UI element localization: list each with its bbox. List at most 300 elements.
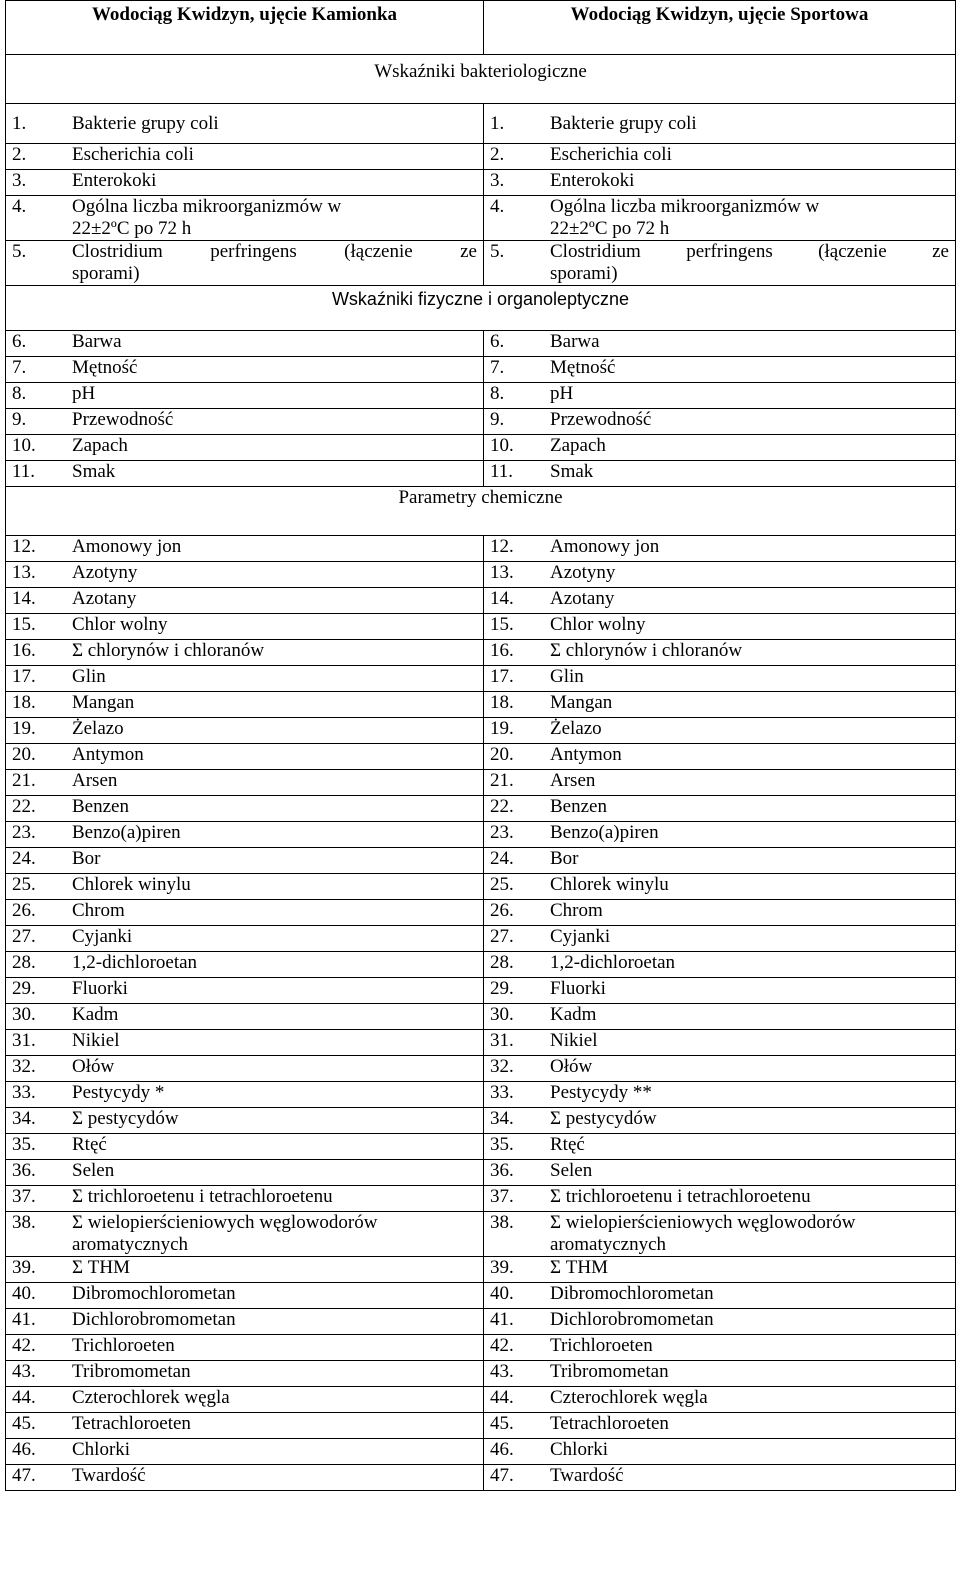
parameter-name: Czterochlorek węgla (72, 1387, 230, 1408)
table-row (6, 241, 956, 286)
parameter-number: 39. (490, 1257, 514, 1278)
parameter-name: Benzo(a)piren (72, 822, 181, 843)
parameter-name: Bakterie grupy coli (72, 112, 219, 134)
kamionka-cell (6, 666, 484, 692)
parameter-number: 24. (12, 848, 36, 869)
parameter-number: 22. (12, 796, 36, 817)
parameter-name: Tetrachloroeten (550, 1413, 669, 1434)
parameter-item (12, 718, 477, 740)
parameter-number: 33. (12, 1082, 36, 1103)
parameter-number: 5. (490, 241, 505, 262)
parameter-number: 6. (12, 331, 27, 352)
sportowa-cell (484, 562, 956, 588)
parameter-number: 35. (12, 1134, 36, 1155)
parameter-item (490, 1465, 949, 1487)
parameter-number: 7. (490, 357, 505, 378)
kamionka-cell (6, 1335, 484, 1361)
parameter-name-continuation: sporami) (72, 263, 140, 284)
parameter-item (490, 1186, 949, 1208)
parameter-number: 25. (12, 874, 36, 895)
parameter-number: 14. (490, 588, 514, 609)
parameter-name: Glin (550, 666, 584, 687)
parameter-name: Arsen (72, 770, 118, 791)
table-row (6, 614, 956, 640)
parameter-item (490, 461, 949, 483)
parameter-item (12, 1186, 477, 1208)
parameter-item (12, 770, 477, 792)
parameter-number: 2. (490, 144, 505, 165)
sportowa-cell (484, 640, 956, 666)
parameter-item (12, 461, 477, 483)
sportowa-cell (484, 1004, 956, 1030)
parameter-number: 36. (490, 1160, 514, 1181)
parameter-name: Pestycydy ** (550, 1082, 652, 1103)
parameter-item (12, 1082, 477, 1104)
table-row (6, 848, 956, 874)
table-row (6, 196, 956, 241)
table-row (6, 1134, 956, 1160)
parameter-number: 17. (490, 666, 514, 687)
table-row (6, 331, 956, 357)
table-row (6, 1335, 956, 1361)
parameter-name: Twardość (72, 1465, 146, 1486)
table-row (6, 562, 956, 588)
parameter-number: 12. (12, 536, 36, 557)
kamionka-cell (6, 383, 484, 409)
kamionka-cell (6, 926, 484, 952)
kamionka-cell (6, 770, 484, 796)
sportowa-cell (484, 1056, 956, 1082)
parameter-item (490, 1082, 949, 1104)
parameter-item (490, 409, 949, 431)
table-row (6, 357, 956, 383)
parameter-name: Bor (72, 848, 101, 869)
sportowa-cell (484, 241, 956, 286)
parameter-number: 25. (490, 874, 514, 895)
parameter-item (12, 1413, 477, 1435)
parameter-item (12, 978, 477, 1000)
parameter-item (490, 692, 949, 714)
parameter-number: 11. (12, 461, 36, 482)
table-row (6, 383, 956, 409)
kamionka-cell (6, 1004, 484, 1030)
parameter-name: Σ chlorynów i chloranów (72, 640, 265, 661)
parameter-number: 42. (490, 1335, 514, 1356)
parameter-number: 44. (490, 1387, 514, 1408)
sportowa-cell (484, 874, 956, 900)
sportowa-cell (484, 1361, 956, 1387)
parameter-number: 28. (12, 952, 36, 973)
parameter-item (490, 1387, 949, 1409)
parameter-name: Nikiel (550, 1030, 598, 1051)
sportowa-cell (484, 331, 956, 357)
section-title: Wskaźniki bakteriologiczne (6, 55, 956, 104)
sportowa-cell (484, 588, 956, 614)
parameter-name: Nikiel (72, 1030, 120, 1051)
parameter-number: 22. (490, 796, 514, 817)
sportowa-cell (484, 848, 956, 874)
parameter-number: 36. (12, 1160, 36, 1181)
parameter-number: 27. (12, 926, 36, 947)
parameter-item (490, 1056, 949, 1078)
parameter-name: Mętność (72, 357, 138, 378)
parameter-name: Benzen (550, 796, 607, 817)
kamionka-cell (6, 874, 484, 900)
parameters-table-body (6, 1, 956, 1491)
parameter-name: Fluorki (550, 978, 606, 999)
parameter-item (12, 1160, 477, 1182)
parameter-number: 20. (12, 744, 36, 765)
table-row (6, 1186, 956, 1212)
parameter-item (490, 1160, 949, 1182)
sportowa-cell (484, 1439, 956, 1465)
parameter-number: 31. (12, 1030, 36, 1051)
parameters-table (5, 0, 956, 1491)
kamionka-cell (6, 1309, 484, 1335)
parameter-item (490, 874, 949, 896)
table-row (6, 1030, 956, 1056)
kamionka-cell (6, 1186, 484, 1212)
kamionka-cell (6, 144, 484, 170)
parameter-item (12, 1283, 477, 1305)
kamionka-cell (6, 1056, 484, 1082)
parameter-number: 14. (12, 588, 36, 609)
parameter-name: pH (550, 383, 574, 404)
kamionka-cell (6, 357, 484, 383)
sportowa-cell (484, 170, 956, 196)
parameter-item (12, 241, 477, 263)
parameter-item (490, 196, 949, 218)
parameter-number: 17. (12, 666, 36, 687)
parameter-number: 37. (490, 1186, 514, 1207)
parameter-number: 8. (490, 383, 505, 404)
parameter-number: 10. (12, 435, 36, 456)
parameter-number: 4. (490, 196, 505, 217)
sportowa-cell (484, 926, 956, 952)
parameter-item (490, 926, 949, 948)
table-row (6, 1465, 956, 1491)
kamionka-cell (6, 1030, 484, 1056)
parameter-item (490, 562, 949, 584)
table-row (6, 1439, 956, 1465)
parameter-number: 9. (12, 409, 27, 430)
sportowa-cell (484, 1309, 956, 1335)
parameter-name: Azotany (550, 588, 615, 609)
parameter-item (490, 1212, 949, 1234)
parameter-name: Kadm (550, 1004, 597, 1025)
parameter-item (490, 1030, 949, 1052)
parameter-number: 47. (490, 1465, 514, 1486)
parameters-document (5, 0, 955, 1491)
parameter-number: 46. (12, 1439, 36, 1460)
section-header-row (6, 487, 956, 536)
parameter-name: Mangan (72, 692, 135, 713)
table-row (6, 104, 956, 144)
parameter-item (12, 848, 477, 870)
parameter-item (12, 357, 477, 379)
parameter-number: 26. (490, 900, 514, 921)
section-header-row (6, 55, 956, 104)
parameter-name: Enterokoki (72, 170, 157, 191)
parameter-name: Chlorki (72, 1439, 131, 1460)
table-row (6, 170, 956, 196)
parameter-number: 6. (490, 331, 505, 352)
parameter-name: Clostridium perfringens (łączenie ze (550, 241, 949, 262)
sportowa-cell (484, 718, 956, 744)
parameter-item (12, 900, 477, 922)
parameter-name: Azotyny (550, 562, 616, 583)
parameter-name: Chrom (550, 900, 603, 921)
parameter-name: Arsen (550, 770, 596, 791)
table-row (6, 536, 956, 562)
sportowa-cell (484, 1160, 956, 1186)
parameter-name: Smak (550, 461, 594, 482)
parameter-item (490, 796, 949, 818)
kamionka-cell (6, 692, 484, 718)
parameter-name: Cyjanki (72, 926, 133, 947)
sportowa-cell (484, 104, 956, 144)
header-kamionka: Wodociąg Kwidzyn, ujęcie Kamionka (6, 1, 484, 55)
parameter-item (12, 562, 477, 584)
table-row (6, 409, 956, 435)
parameter-item (12, 952, 477, 974)
parameter-number: 19. (490, 718, 514, 739)
parameter-name: Chlorki (550, 1439, 609, 1460)
kamionka-cell (6, 900, 484, 926)
parameter-name: Twardość (550, 1465, 624, 1486)
table-row (6, 692, 956, 718)
kamionka-cell (6, 796, 484, 822)
parameter-name: Escherichia coli (72, 144, 194, 165)
parameter-number: 33. (490, 1082, 514, 1103)
parameter-item (12, 1108, 477, 1130)
parameter-number: 10. (490, 435, 514, 456)
table-row (6, 435, 956, 461)
kamionka-cell (6, 1413, 484, 1439)
kamionka-cell (6, 1361, 484, 1387)
parameter-number: 38. (12, 1212, 36, 1233)
parameter-name: Σ THM (72, 1257, 131, 1278)
parameter-name: Chlorek winylu (72, 874, 191, 895)
parameter-number: 13. (12, 562, 36, 583)
header-sportowa: Wodociąg Kwidzyn, ujęcie Sportowa (484, 1, 956, 55)
parameter-name: Dibromochlorometan (550, 1283, 714, 1304)
kamionka-cell (6, 822, 484, 848)
table-row (6, 1257, 956, 1283)
parameter-name: Bakterie grupy coli (550, 112, 697, 134)
parameter-number: 24. (490, 848, 514, 869)
parameter-item (12, 640, 477, 662)
table-row (6, 144, 956, 170)
sportowa-cell (484, 822, 956, 848)
parameter-number: 34. (12, 1108, 36, 1129)
parameter-number: 44. (12, 1387, 36, 1408)
parameter-number: 20. (490, 744, 514, 765)
kamionka-cell (6, 718, 484, 744)
parameter-item (490, 536, 949, 558)
sportowa-cell (484, 744, 956, 770)
parameter-item (490, 1004, 949, 1026)
parameter-item (490, 718, 949, 740)
table-row (6, 900, 956, 926)
parameter-item (490, 1108, 949, 1130)
parameter-number: 37. (12, 1186, 36, 1207)
parameter-item (12, 1004, 477, 1026)
parameter-number: 9. (490, 409, 505, 430)
parameter-name: Czterochlorek węgla (550, 1387, 708, 1408)
parameter-item (490, 1257, 949, 1279)
sportowa-cell (484, 796, 956, 822)
table-row (6, 461, 956, 487)
parameter-number: 21. (490, 770, 514, 791)
parameter-number: 30. (12, 1004, 36, 1025)
parameter-item (12, 614, 477, 636)
parameter-name: Tribromometan (550, 1361, 669, 1382)
parameter-name-continuation: sporami) (550, 263, 618, 284)
table-row (6, 1108, 956, 1134)
parameter-name: Smak (72, 461, 116, 482)
parameter-number: 45. (490, 1413, 514, 1434)
table-row (6, 822, 956, 848)
table-row (6, 666, 956, 692)
parameter-item (490, 822, 949, 844)
parameter-name: Tetrachloroeten (72, 1413, 191, 1434)
parameter-number: 32. (12, 1056, 36, 1077)
parameter-name: Tribromometan (72, 1361, 191, 1382)
table-row (6, 1004, 956, 1030)
parameter-name: Σ pestycydów (550, 1108, 657, 1129)
parameter-name: Rtęć (550, 1134, 585, 1155)
parameter-item (12, 744, 477, 766)
parameter-name: Mangan (550, 692, 613, 713)
parameter-item (12, 1056, 477, 1078)
parameter-number: 40. (12, 1283, 36, 1304)
sportowa-cell (484, 1082, 956, 1108)
parameter-item (12, 666, 477, 688)
kamionka-cell (6, 640, 484, 666)
parameter-name: Selen (550, 1160, 593, 1181)
kamionka-cell (6, 461, 484, 487)
parameter-name: Σ pestycydów (72, 1108, 179, 1129)
table-row (6, 1082, 956, 1108)
parameter-name: Ogólna liczba mikroorganizmów w (550, 196, 820, 217)
parameter-name: Amonowy jon (550, 536, 660, 557)
kamionka-cell (6, 562, 484, 588)
parameter-name: Ołów (72, 1056, 115, 1077)
section-title: Wskaźniki fizyczne i organoleptyczne (6, 286, 956, 331)
kamionka-cell (6, 1387, 484, 1413)
sportowa-cell (484, 978, 956, 1004)
parameter-number: 5. (12, 241, 27, 262)
kamionka-cell (6, 1439, 484, 1465)
parameter-item (490, 900, 949, 922)
parameter-number: 16. (490, 640, 514, 661)
parameter-item (12, 1465, 477, 1487)
parameter-number: 1. (12, 112, 27, 134)
parameter-item (490, 1361, 949, 1383)
kamionka-cell (6, 241, 484, 286)
parameter-item (12, 1387, 477, 1409)
parameter-item (490, 1413, 949, 1435)
sportowa-cell (484, 383, 956, 409)
sportowa-cell (484, 357, 956, 383)
parameter-item (12, 196, 477, 218)
parameter-number: 13. (490, 562, 514, 583)
parameter-number: 18. (490, 692, 514, 713)
parameter-item (490, 435, 949, 457)
parameter-item (12, 144, 477, 166)
kamionka-cell (6, 1082, 484, 1108)
parameter-item (12, 692, 477, 714)
table-row (6, 1361, 956, 1387)
parameter-number: 35. (490, 1134, 514, 1155)
parameter-name: Fluorki (72, 978, 128, 999)
parameter-name: Chlorek winylu (550, 874, 669, 895)
kamionka-cell (6, 848, 484, 874)
parameter-name: Chlor wolny (550, 614, 646, 635)
parameter-item (12, 1257, 477, 1279)
table-row (6, 744, 956, 770)
parameter-name: 1,2-dichloroetan (550, 952, 676, 973)
kamionka-cell (6, 435, 484, 461)
kamionka-cell (6, 1160, 484, 1186)
parameter-name: Dichlorobromometan (72, 1309, 236, 1330)
parameter-number: 38. (490, 1212, 514, 1233)
parameter-item (490, 666, 949, 688)
table-row (6, 1212, 956, 1257)
sportowa-cell (484, 666, 956, 692)
parameter-item (12, 1212, 477, 1234)
parameter-number: 41. (490, 1309, 514, 1330)
table-row (6, 588, 956, 614)
parameter-name-continuation: 22±2ºC po 72 h (550, 218, 670, 239)
kamionka-cell (6, 588, 484, 614)
parameter-number: 15. (490, 614, 514, 635)
parameter-number: 43. (12, 1361, 36, 1382)
parameter-name: Trichloroeten (550, 1335, 653, 1356)
parameter-name: Rtęć (72, 1134, 107, 1155)
parameter-item (490, 588, 949, 610)
parameter-number: 15. (12, 614, 36, 635)
sportowa-cell (484, 692, 956, 718)
parameter-item (12, 1335, 477, 1357)
parameter-name: Σ trichloroetenu i tetrachloroetenu (72, 1186, 333, 1207)
parameter-item (12, 796, 477, 818)
parameter-item (490, 170, 949, 192)
parameter-number: 42. (12, 1335, 36, 1356)
table-row (6, 718, 956, 744)
kamionka-cell (6, 331, 484, 357)
parameter-number: 40. (490, 1283, 514, 1304)
parameter-name-continuation: aromatycznych (550, 1234, 667, 1255)
parameter-name: Pestycydy * (72, 1082, 165, 1103)
parameter-name: Amonowy jon (72, 536, 182, 557)
parameter-item (12, 926, 477, 948)
parameter-name-continuation: aromatycznych (72, 1234, 189, 1255)
parameter-name: Cyjanki (550, 926, 611, 947)
parameter-name: Σ chlorynów i chloranów (550, 640, 743, 661)
parameter-item (490, 1134, 949, 1156)
sportowa-cell (484, 1212, 956, 1257)
parameter-name: Azotany (72, 588, 137, 609)
parameter-number: 31. (490, 1030, 514, 1051)
parameter-name: Glin (72, 666, 106, 687)
parameter-number: 1. (490, 112, 505, 134)
parameter-number: 26. (12, 900, 36, 921)
parameter-item (12, 874, 477, 896)
parameter-item (490, 331, 949, 353)
parameter-item (490, 357, 949, 379)
